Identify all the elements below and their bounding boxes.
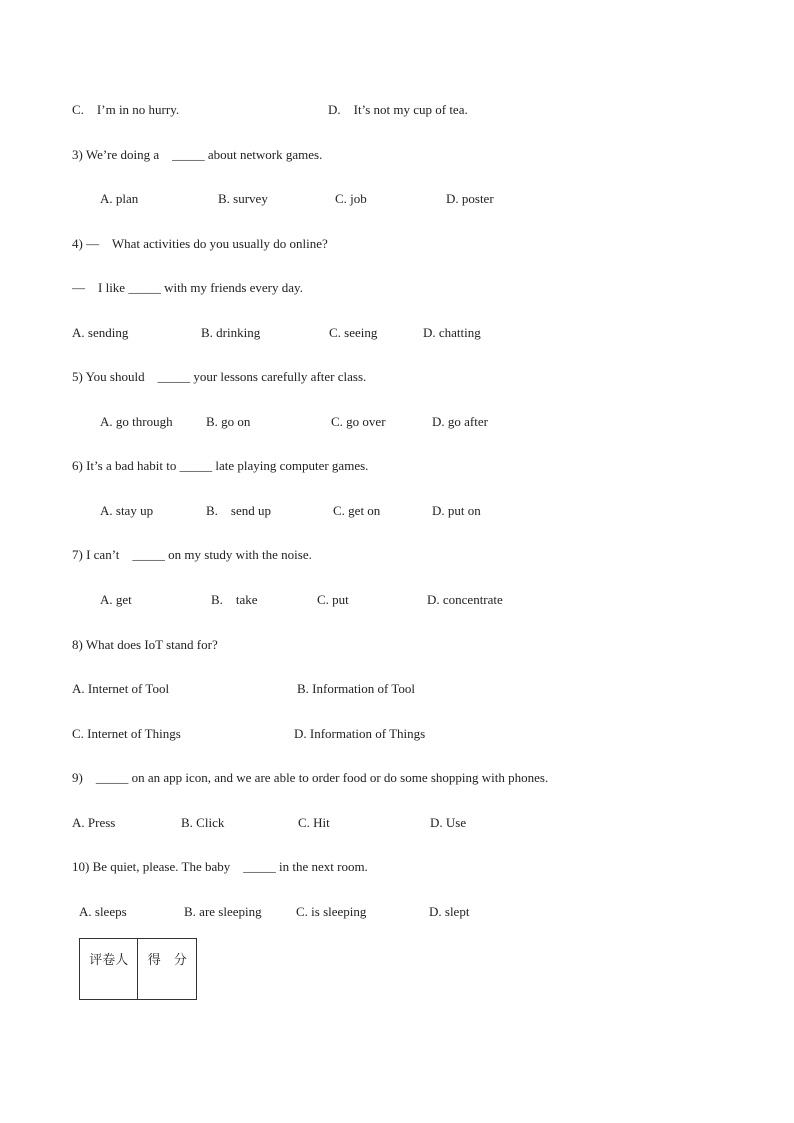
q7-option-b: B. take xyxy=(211,592,258,607)
q7-option-d: D. concentrate xyxy=(427,592,503,607)
q3-stem: 3) We’re doing a _____ about network games. xyxy=(72,147,323,162)
q4-reply: — I like _____ with my friends every day. xyxy=(72,280,303,295)
q6-option-d: D. put on xyxy=(432,503,481,518)
q6-option-a: A. stay up xyxy=(100,503,154,518)
q5-stem: 5) You should _____ your lessons carefully after class. xyxy=(72,369,367,384)
q2-option-d: D. It’s not my cup of tea. xyxy=(328,102,468,117)
score-table xyxy=(79,938,197,1000)
q5-option-c: C. go over xyxy=(331,414,386,429)
q2-option-c: C. I’m in no hurry. xyxy=(72,102,180,117)
q10-option-b: B. are sleeping xyxy=(184,904,262,919)
q3-option-c: C. job xyxy=(335,191,367,206)
q4-option-c: C. seeing xyxy=(329,325,378,340)
grader-label-cell: 评卷人 xyxy=(80,939,138,1000)
q8-option-a: A. Internet of Tool xyxy=(72,681,170,696)
q9-option-a: A. Press xyxy=(72,815,116,830)
q9-stem: 9) _____ on an app icon, and we are able to order food or do some shopping with phones. xyxy=(72,770,549,785)
q5-option-b: B. go on xyxy=(206,414,251,429)
q10-option-a: A. sleeps xyxy=(79,904,127,919)
q3-option-b: B. survey xyxy=(218,191,268,206)
q9-option-c: C. Hit xyxy=(298,815,330,830)
q6-option-b: B. send up xyxy=(206,503,271,518)
q3-option-a: A. plan xyxy=(100,191,139,206)
q10-option-d: D. slept xyxy=(429,904,470,919)
q7-stem: 7) I can’t _____ on my study with the noise. xyxy=(72,547,312,562)
q3-option-d: D. poster xyxy=(446,191,494,206)
q8-option-b: B. Information of Tool xyxy=(297,681,416,696)
q7-option-c: C. put xyxy=(317,592,349,607)
score-table-row xyxy=(80,939,197,1000)
q8-option-c: C. Internet of Things xyxy=(72,726,181,741)
score-label-cell: 得 分 xyxy=(138,939,197,1000)
q9-option-b: B. Click xyxy=(181,815,225,830)
q6-option-c: C. get on xyxy=(333,503,381,518)
q8-stem: 8) What does IoT stand for? xyxy=(72,637,218,652)
q4-option-a: A. sending xyxy=(72,325,129,340)
q4-option-d: D. chatting xyxy=(423,325,481,340)
q6-stem: 6) It’s a bad habit to _____ late playing computer games. xyxy=(72,458,369,473)
q9-option-d: D. Use xyxy=(430,815,467,830)
q10-stem: 10) Be quiet, please. The baby _____ in the next room. xyxy=(72,859,368,874)
q8-option-d: D. Information of Things xyxy=(294,726,426,741)
q5-option-a: A. go through xyxy=(100,414,173,429)
q4-option-b: B. drinking xyxy=(201,325,261,340)
q7-option-a: A. get xyxy=(100,592,132,607)
q5-option-d: D. go after xyxy=(432,414,488,429)
q4-stem: 4) — What activities do you usually do online? xyxy=(72,236,328,251)
q10-option-c: C. is sleeping xyxy=(296,904,367,919)
